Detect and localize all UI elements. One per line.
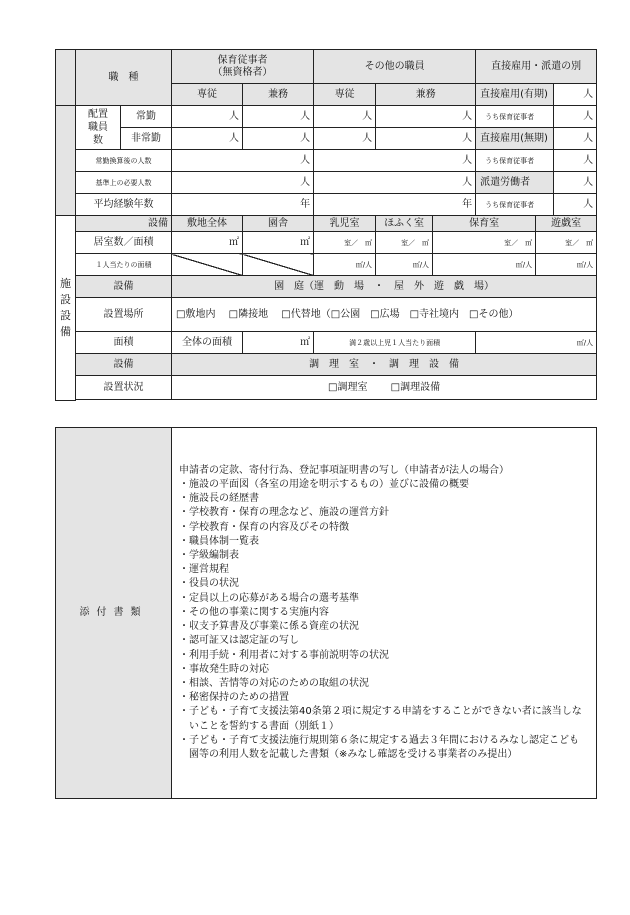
fulltime-hoiku-senju[interactable]: 人	[172, 106, 243, 128]
facility-equip-label: 設備	[76, 216, 172, 232]
over2-area-label: 満２歳以上児１人当たり面積	[314, 332, 476, 354]
room-site: 敷地全体	[172, 216, 243, 232]
required-hoiku[interactable]: 人	[172, 172, 314, 194]
fulltime-label: 常勤	[121, 106, 172, 128]
fte-hoiku[interactable]: 人	[172, 150, 314, 172]
hoiku-kennmu-header: 兼務	[243, 84, 314, 106]
attachment-item: ・学校教育・保育の理念など、施設の運営方針	[179, 507, 389, 519]
direct-open-count[interactable]: 人	[554, 128, 597, 150]
attachment-items	[179, 478, 588, 762]
per-site-slash	[172, 254, 243, 276]
fulltime-hoiku-kennmu[interactable]: 人	[243, 106, 314, 128]
attachment-item: ・学校教育・保育の内容及びその特徴	[179, 521, 349, 533]
attachment-item: ・職員体制一覧表	[179, 535, 259, 547]
per-nursery[interactable]: ㎡/人	[433, 254, 536, 276]
staff-blank-cell	[56, 106, 76, 216]
per-infant[interactable]: ㎡/人	[314, 254, 376, 276]
per-building-slash	[243, 254, 314, 276]
attachment-first: 申請者の定款、寄付行為、登記事項証明書の写し（申請者が法人の場合）	[179, 464, 509, 476]
other-senju-header: 専従	[314, 84, 376, 106]
area-nursery[interactable]: 室／ ㎡	[433, 232, 536, 254]
required-label: 基準上の必要人数	[76, 172, 172, 194]
direct-open-hoiku-count[interactable]: 人	[554, 150, 597, 172]
location-options[interactable]: □敷地内 □隣接地 □代替地（□公園 □広場 □寺社境内 □その他）	[172, 298, 597, 332]
room-crawling: ほふく室	[376, 216, 433, 232]
dispatch-hoiku-label: うち保育従事者	[476, 194, 554, 216]
garden-area-label: 面積	[76, 332, 172, 354]
kitchen-equip-label: 設備	[76, 354, 172, 376]
parttime-hoiku-kennmu[interactable]: 人	[243, 128, 314, 150]
attachment-item: ・秘密保持のための措置	[179, 692, 289, 704]
parttime-hoiku-senju[interactable]: 人	[172, 128, 243, 150]
hoiku-staff-header: 保育従事者 （無資格者）	[172, 50, 314, 84]
fte-label: 常勤換算後の人数	[76, 150, 172, 172]
attachment-item: ・事故発生時の対応	[179, 663, 269, 675]
garden-title: 園 庭（運 動 場 ・ 屋 外 遊 戯 場）	[172, 276, 597, 298]
area-crawling[interactable]: 室／ ㎡	[376, 232, 433, 254]
other-staff-header: その他の職員	[314, 50, 476, 84]
kitchen-options[interactable]: □調理室 □調理設備	[172, 376, 597, 400]
attachment-item: ・相談、苦情等の対応のための取組の状況	[179, 677, 369, 689]
kitchen-title: 調 理 室 ・ 調 理 設 備	[172, 354, 597, 376]
facility-section-label: 施 設 設 備	[56, 216, 76, 401]
fulltime-other-senju[interactable]: 人	[314, 106, 376, 128]
direct-fixed-hoiku-label: うち保育従事者	[476, 106, 554, 128]
dispatch-count[interactable]: 人	[554, 172, 597, 194]
fte-other[interactable]: 人	[314, 150, 476, 172]
attachment-item: ・施設長の経歴書	[179, 493, 259, 505]
direct-open-label: 直接雇用(無期)	[476, 128, 554, 150]
attachment-item: ・学級編制表	[179, 550, 239, 562]
experience-other[interactable]: 年	[314, 194, 476, 216]
dispatch-label: 派遣労働者	[476, 172, 554, 194]
dispatch-hoiku-count[interactable]: 人	[554, 194, 597, 216]
direct-fixed-hoiku-count[interactable]: 人	[554, 106, 597, 128]
direct-fixed-label: 直接雇用(有期)	[476, 84, 554, 106]
garden-equip-label: 設備	[76, 276, 172, 298]
direct-fixed-count[interactable]: 人	[554, 84, 597, 106]
fulltime-other-kennmu[interactable]: 人	[376, 106, 476, 128]
direct-open-hoiku-label: うち保育従事者	[476, 150, 554, 172]
location-label: 設置場所	[76, 298, 172, 332]
per-crawling[interactable]: ㎡/人	[376, 254, 433, 276]
attachments-table	[55, 427, 597, 799]
area-building[interactable]: ㎡	[243, 232, 314, 254]
room-nursery: 保育室	[433, 216, 536, 232]
attachment-item: ・施設の平面図（各室の用途を明示するもの）並びに設備の概要	[179, 479, 469, 491]
corner-cell	[56, 50, 76, 106]
placement-staff-label: 配置 職員 数	[76, 106, 121, 150]
room-area-label: 居室数／面積	[76, 232, 172, 254]
parttime-other-kennmu[interactable]: 人	[376, 128, 476, 150]
room-building: 園舎	[243, 216, 314, 232]
job-type-header: 職 種	[76, 50, 172, 106]
attachment-item: ・役員の状況	[179, 578, 239, 590]
attachment-item: ・収支予算書及び事業に係る資産の状況	[179, 621, 359, 633]
attachment-item: ・認可証又は認定証の写し	[179, 635, 299, 647]
staff-facility-table	[55, 49, 597, 401]
experience-label: 平均経験年数	[76, 194, 172, 216]
attachments-label: 添付書類	[56, 428, 172, 799]
experience-hoiku[interactable]: 年	[172, 194, 314, 216]
per-playroom[interactable]: ㎡/人	[536, 254, 597, 276]
attachment-item: ・利用手続・利用者に対する事前説明等の状況	[179, 649, 389, 661]
filler-row	[76, 400, 597, 401]
parttime-other-senju[interactable]: 人	[314, 128, 376, 150]
attachment-item: ・子ども・子育て支援法第40条第２項に規定する申請をすることができない者に該当しないことを誓約する書面（別紙１）	[179, 706, 582, 732]
area-playroom[interactable]: 室／ ㎡	[536, 232, 597, 254]
kitchen-status-label: 設置状況	[76, 376, 172, 400]
area-site[interactable]: ㎡	[172, 232, 243, 254]
room-infant: 乳児室	[314, 216, 376, 232]
employment-type-header: 直接雇用・派遣の別	[476, 50, 597, 84]
area-infant[interactable]: 室／ ㎡	[314, 232, 376, 254]
attachment-item: ・その他の事業に関する実施内容	[179, 606, 329, 618]
per-person-label: １人当たりの面積	[76, 254, 172, 276]
hoiku-senju-header: 専従	[172, 84, 243, 106]
other-kennmu-header: 兼務	[376, 84, 476, 106]
attachments-list	[172, 428, 597, 799]
attachment-item: ・運営規程	[179, 564, 229, 576]
attachment-item: ・子ども・子育て支援法施行規則第６条に規定する過去３年間におけるみなし認定こども園等の利用人数を記載した書類（※みなし確認を受ける事業者のみ提出）	[179, 734, 579, 760]
total-area-label: 全体の面積	[172, 332, 243, 354]
over2-area-value[interactable]: ㎡/人	[476, 332, 597, 354]
required-other[interactable]: 人	[314, 172, 476, 194]
total-area-value[interactable]: ㎡	[243, 332, 314, 354]
attachment-item: ・定員以上の応募がある場合の選考基準	[179, 592, 359, 604]
parttime-label: 非常勤	[121, 128, 172, 150]
room-playroom: 遊戯室	[536, 216, 597, 232]
